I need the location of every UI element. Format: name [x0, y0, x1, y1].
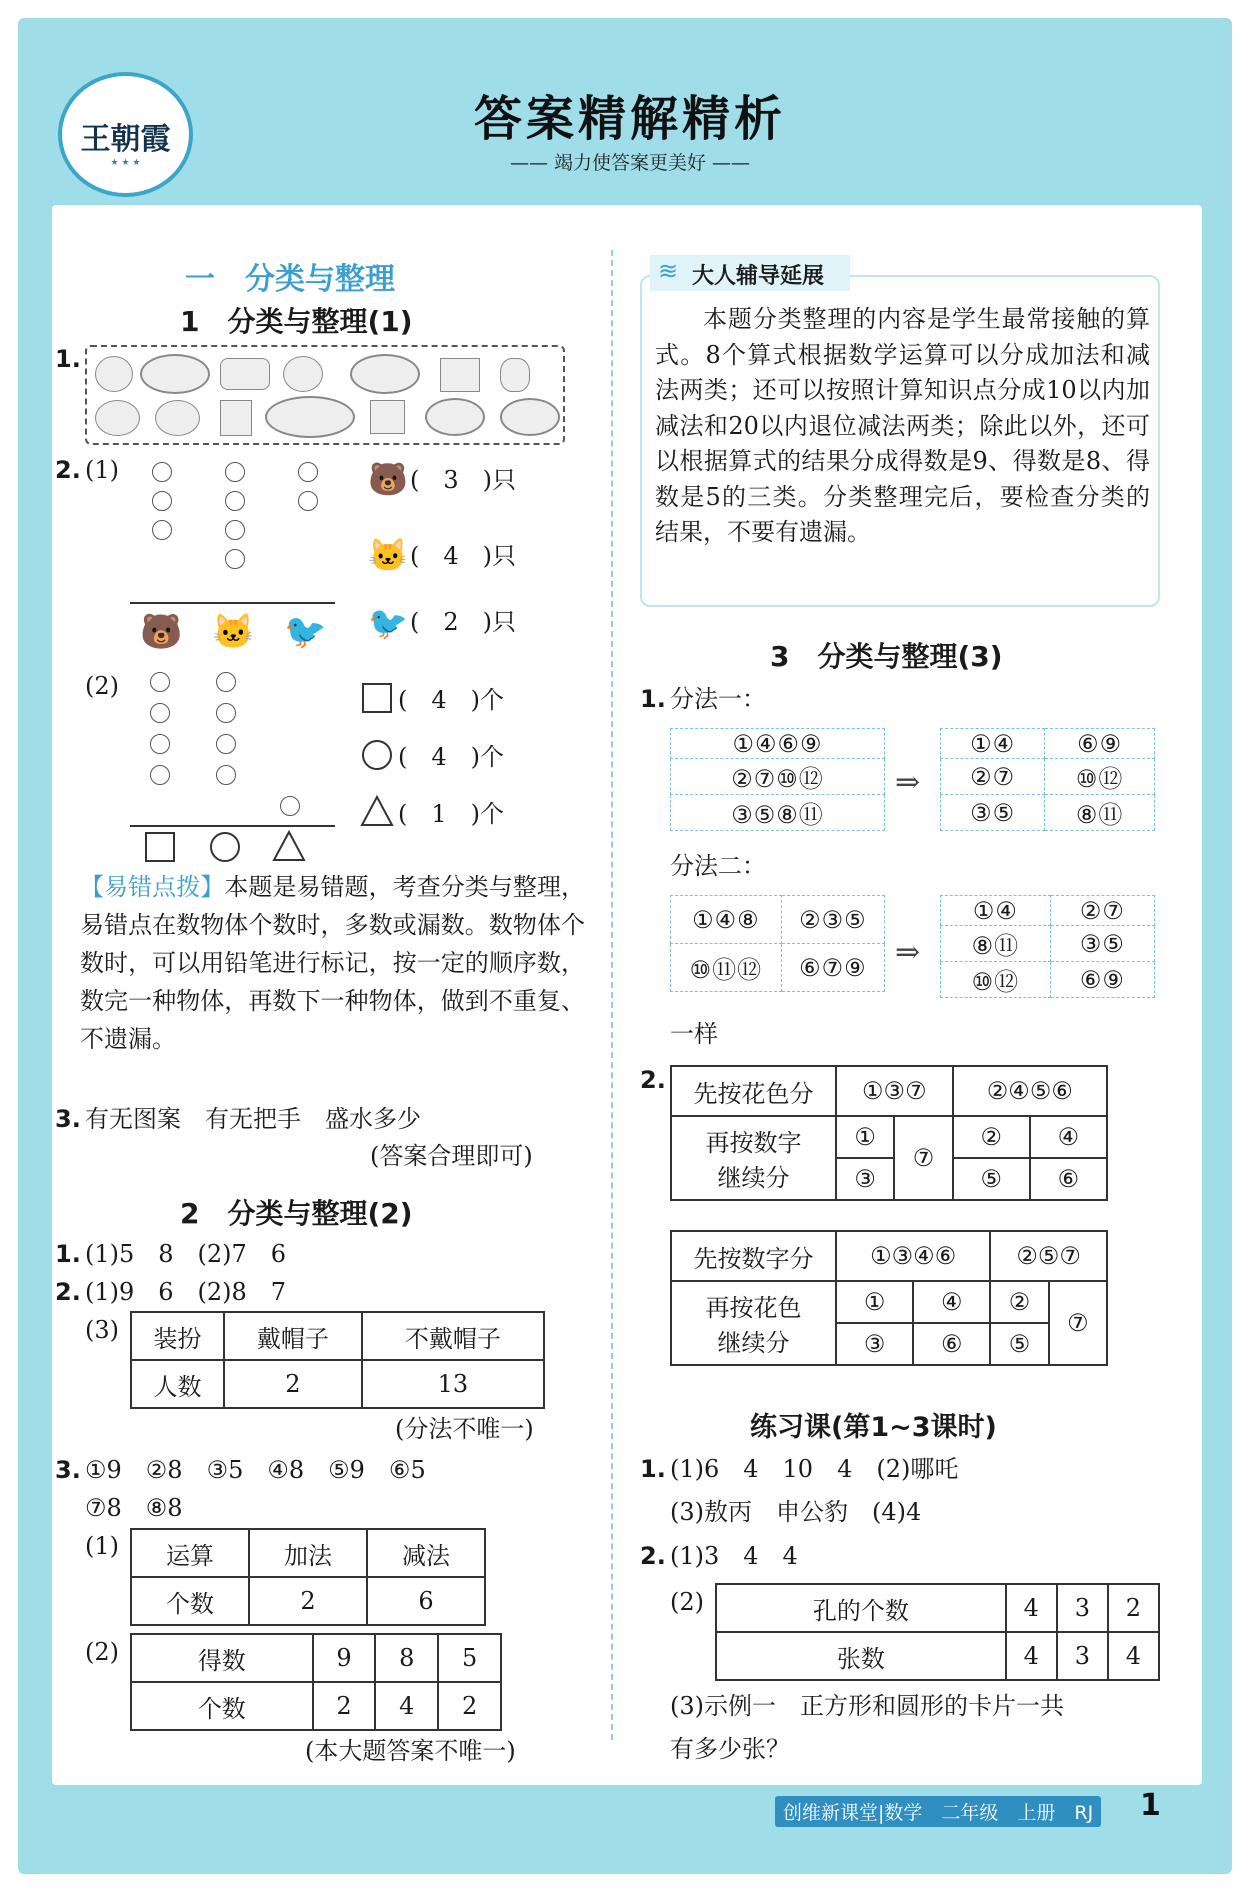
m2-after-cell: ②⑦: [1050, 896, 1154, 926]
same-text: 一样: [670, 1020, 718, 1048]
l1-q3-number: 3.: [55, 1105, 81, 1133]
l2-q3-answer-line2: ⑦8 ⑧8: [85, 1494, 183, 1522]
operation-table-header: 运算: [131, 1529, 249, 1577]
st2-cell: ⑦: [1049, 1281, 1107, 1365]
wave-icon: ≋: [658, 257, 679, 285]
bird-icon: 🐦: [368, 604, 408, 642]
hat-table-header: 不戴帽子: [362, 1312, 544, 1360]
l2-q2-answer: (1)9 6 (2)8 7: [85, 1278, 287, 1306]
p-q2-answer-a: (1)3 4 4: [670, 1542, 798, 1570]
object-icon: [440, 358, 480, 392]
tally-circle: [152, 520, 172, 540]
tally-circle: [216, 765, 236, 785]
l3-q1-number: 1.: [640, 685, 666, 713]
st2-cell: ⑥: [913, 1323, 990, 1365]
shape-baseline: [130, 825, 335, 827]
result-table-header: 得数: [131, 1634, 313, 1682]
object-icon: [283, 356, 323, 392]
m1-after-cell: ①④: [941, 729, 1045, 759]
method1-before: [670, 728, 885, 831]
l2-q3-part1: (1): [85, 1532, 119, 1560]
st1-cell: ②: [953, 1116, 1030, 1158]
pictograph-col-cat: [225, 462, 245, 569]
triangle-icon: [272, 830, 306, 862]
m1-after-cell: ⑥⑨: [1045, 729, 1155, 759]
unit-title: 一 分类与整理: [185, 262, 395, 297]
cat-icon: 🐱: [368, 536, 408, 574]
square-count: ( 4 )个: [398, 686, 504, 714]
m1-after-cell: ③⑤: [941, 795, 1045, 831]
m2-before-cell: ⑥⑦⑨: [781, 944, 884, 992]
bird-count: ( 2 )只: [410, 608, 516, 636]
tally-circle: [225, 491, 245, 511]
circle-icon: [210, 832, 240, 862]
pictograph-col-bird: [298, 462, 318, 511]
st2-cell: 先按数字分: [671, 1231, 836, 1281]
p-q2-part3-line2: 有多少张？: [670, 1735, 790, 1763]
operation-table: [130, 1528, 486, 1626]
l1-q2-part1: (1): [85, 456, 119, 484]
st1-cell: ③: [836, 1158, 894, 1200]
st2-cell: ④: [913, 1281, 990, 1323]
st2-label: [671, 1281, 836, 1365]
operation-table-cell: 个数: [131, 1577, 249, 1625]
holes-table-cell: 3: [1057, 1632, 1108, 1680]
l2-q1-answer: (1)5 8 (2)7 6: [85, 1240, 287, 1268]
operation-table-cell: 6: [367, 1577, 485, 1625]
hat-table-cell: 人数: [131, 1360, 224, 1408]
method2-before: [670, 895, 885, 992]
st2-cell: ⑤: [990, 1323, 1048, 1365]
m1-before-cell: ②⑦⑩⑫: [671, 759, 885, 795]
number-first-table: [670, 1230, 1108, 1366]
object-icon: [155, 400, 200, 436]
object-icon: [500, 358, 530, 392]
m1-after-cell: ⑩⑫: [1045, 759, 1155, 795]
hat-note: (分法不唯一): [395, 1415, 534, 1443]
shape-col-triangle: [280, 796, 300, 816]
result-table-header: 8: [375, 1634, 438, 1682]
m2-before-cell: ①④⑧: [671, 896, 782, 944]
result-table-header: 9: [313, 1634, 376, 1682]
arrow-icon: ⇒: [895, 935, 921, 970]
page-number: 1: [1140, 1788, 1161, 1823]
l2-q2-part3: (3): [85, 1316, 119, 1344]
circle-count: ( 4 )个: [398, 743, 504, 771]
shape-col-circle: [216, 672, 236, 785]
arrow-icon: ⇒: [895, 765, 921, 800]
tally-circle: [216, 672, 236, 692]
st2-cell: ②: [990, 1281, 1048, 1323]
p-q1-answer-b: (3)敖丙 申公豹 (4)4: [670, 1498, 922, 1526]
m2-before-cell: ⑩⑪⑫: [671, 944, 782, 992]
bear-icon: 🐻: [368, 460, 408, 498]
object-icon: [220, 358, 270, 390]
object-icon: [350, 354, 420, 394]
lesson1-title: 1 分类与整理(1): [180, 305, 413, 338]
lesson2-title: 2 分类与整理(2): [180, 1197, 413, 1230]
bird-icon: 🐦: [284, 612, 327, 652]
object-icon: [95, 400, 140, 436]
object-icon: [500, 398, 560, 436]
p-q1-number: 1.: [640, 1455, 666, 1483]
triangle-count: ( 1 )个: [398, 800, 504, 828]
object-icon: [425, 398, 485, 436]
st1-cell: ⑥: [1030, 1158, 1107, 1200]
l1-q2-part2: (2): [85, 672, 119, 700]
method2-after: [940, 895, 1155, 998]
st2-cell: ②⑤⑦: [990, 1231, 1107, 1281]
result-table-cell: 4: [375, 1682, 438, 1730]
holes-table-header: 2: [1108, 1584, 1159, 1632]
st2-label-2: 继续分: [717, 1329, 790, 1357]
l3-q2-number: 2.: [640, 1066, 666, 1094]
logo-text: 王朝霞: [80, 122, 171, 157]
st1-cell: ⑦: [894, 1116, 952, 1200]
tally-circle: [225, 462, 245, 482]
publisher-logo: [58, 72, 193, 197]
page-subtitle: —— 竭力使答案更美好 ——: [509, 152, 751, 174]
m2-after-cell: ①④: [941, 896, 1051, 926]
st1-label-1: 再按数字: [705, 1129, 802, 1157]
st2-cell: ③: [836, 1323, 913, 1365]
hat-table-header: 装扮: [131, 1312, 224, 1360]
tally-circle: [152, 462, 172, 482]
bear-icon: 🐻: [140, 612, 183, 652]
tally-circle: [150, 734, 170, 754]
parent-guide-text: 本题分类整理的内容是学生最常接触的算式。8个算式根据数学运算可以分成加法和减法两类；还可以按照计算知识点分成10以内加减法和20以内退位减法两类；除此以外，还可以根据算式的结果分成得数是9、得数是8、得数是5的三类。分类整理完后，要检查分类的结果，不要有遗漏。: [655, 305, 1150, 546]
object-icon: [220, 400, 252, 436]
method1-after: [940, 728, 1155, 831]
square-icon: [362, 683, 392, 713]
result-table-cell: 2: [313, 1682, 376, 1730]
square-icon: [145, 832, 175, 862]
result-table-cell: 2: [438, 1682, 501, 1730]
st1-cell: ⑤: [953, 1158, 1030, 1200]
l2-q1-number: 1.: [55, 1240, 81, 1268]
logo-subtext: ★ ★ ★: [110, 158, 141, 168]
holes-table-header: 孔的个数: [716, 1584, 1006, 1632]
tally-circle: [298, 491, 318, 511]
hat-table-cell: 13: [362, 1360, 544, 1408]
cat-icon: 🐱: [212, 612, 255, 652]
parent-guide-title: 大人辅导延展: [692, 264, 825, 289]
st1-cell: ④: [1030, 1116, 1107, 1158]
m1-after-cell: ②⑦: [941, 759, 1045, 795]
tally-circle: [280, 796, 300, 816]
hat-table-cell: 2: [224, 1360, 362, 1408]
tally-circle: [150, 672, 170, 692]
parent-guide-header: [650, 255, 850, 291]
m1-before-cell: ③⑤⑧⑪: [671, 795, 885, 831]
error-tip: [80, 868, 585, 1058]
tally-circle: [150, 765, 170, 785]
holes-table-header: 3: [1057, 1584, 1108, 1632]
tally-circle: [298, 462, 318, 482]
holes-table-cell: 4: [1006, 1632, 1057, 1680]
p-q1-answer-a: (1)6 4 10 4 (2)哪吒: [670, 1455, 959, 1483]
column-divider: [611, 250, 613, 1740]
m1-after-cell: ⑧⑪: [1045, 795, 1155, 831]
m2-after-cell: ⑩⑫: [941, 962, 1051, 998]
tally-circle: [225, 520, 245, 540]
pictograph-baseline: [130, 602, 335, 604]
p-q2-number: 2.: [640, 1542, 666, 1570]
operation-table-header: 加法: [249, 1529, 367, 1577]
hat-table: [130, 1311, 545, 1409]
result-table-cell: 个数: [131, 1682, 313, 1730]
lesson3-title: 3 分类与整理(3): [770, 640, 1003, 673]
result-table-header: 5: [438, 1634, 501, 1682]
tally-circle: [150, 703, 170, 723]
l2-q3-part2: (2): [85, 1638, 119, 1666]
st2-cell: ①③④⑥: [836, 1231, 990, 1281]
tally-circle: [225, 549, 245, 569]
triangle-icon: [360, 795, 394, 827]
st2-cell: ①: [836, 1281, 913, 1323]
circle-icon: [362, 740, 392, 770]
l1-q3-answer: 有无图案 有无把手 盛水多少: [85, 1105, 421, 1133]
pictograph-col-bear: [152, 462, 172, 540]
suit-first-table: [670, 1065, 1108, 1201]
p-q2-part2: (2): [670, 1588, 704, 1616]
l2-q2-number: 2.: [55, 1278, 81, 1306]
operation-table-cell: 2: [249, 1577, 367, 1625]
st1-cell: ②④⑤⑥: [953, 1066, 1107, 1116]
l2-q3-answer-line1: ①9 ②8 ③5 ④8 ⑤9 ⑥5: [85, 1456, 426, 1484]
object-icon: [140, 354, 210, 394]
result-table: [130, 1633, 502, 1731]
m2-after-cell: ⑥⑨: [1050, 962, 1154, 998]
st1-cell: ①: [836, 1116, 894, 1158]
error-tip-text: 本题是易错题，考查分类与整理，易错点在数物体个数时，多数或漏数。数物体个数时，可以用铅笔进行标记，按一定的顺序数，数完一种物体，再数下一种物体，做到不重复、不遗漏。: [80, 873, 586, 1053]
object-icon: [370, 400, 405, 434]
operation-table-header: 减法: [367, 1529, 485, 1577]
holes-table-header: 4: [1006, 1584, 1057, 1632]
m2-after-cell: ③⑤: [1050, 926, 1154, 962]
object-icon: [265, 396, 355, 438]
tally-circle: [216, 703, 236, 723]
bear-count: ( 3 )只: [410, 466, 516, 494]
shape-col-square: [150, 672, 170, 785]
hat-table-header: 戴帽子: [224, 1312, 362, 1360]
st1-label-2: 继续分: [717, 1164, 790, 1192]
p-q2-part3-line1: (3)示例一 正方形和圆形的卡片一共: [670, 1692, 1064, 1720]
method2-label: 分法二：: [670, 852, 766, 880]
tally-circle: [152, 491, 172, 511]
holes-table: [715, 1583, 1160, 1681]
m1-before-cell: ①④⑥⑨: [671, 729, 885, 759]
object-icon: [95, 356, 133, 392]
st1-label: [671, 1116, 836, 1200]
cat-count: ( 4 )只: [410, 542, 516, 570]
page-title: 答案精解精析: [473, 91, 786, 147]
holes-table-cell: 张数: [716, 1632, 1006, 1680]
tally-circle: [216, 734, 236, 754]
l2-q3-number: 3.: [55, 1456, 81, 1484]
m2-before-cell: ②③⑤: [781, 896, 884, 944]
m2-after-cell: ⑧⑪: [941, 926, 1051, 962]
method1-label: 分法一：: [670, 685, 766, 713]
footer-book-info: 创维新课堂|数学 二年级 上册 RJ: [775, 1796, 1101, 1827]
st1-cell: ①③⑦: [836, 1066, 953, 1116]
st2-label-1: 再按花色: [705, 1294, 802, 1322]
l1-q1-number: 1.: [55, 345, 81, 373]
practice-title: 练习课(第1~3课时): [750, 1412, 997, 1443]
st1-cell: 先按花色分: [671, 1066, 836, 1116]
l1-q3-note: (答案合理即可): [370, 1142, 533, 1170]
holes-table-cell: 4: [1108, 1632, 1159, 1680]
error-tip-label: 【易错点拨】: [80, 873, 225, 901]
result-note: (本大题答案不唯一): [305, 1737, 516, 1765]
l1-q2-number: 2.: [55, 456, 81, 484]
